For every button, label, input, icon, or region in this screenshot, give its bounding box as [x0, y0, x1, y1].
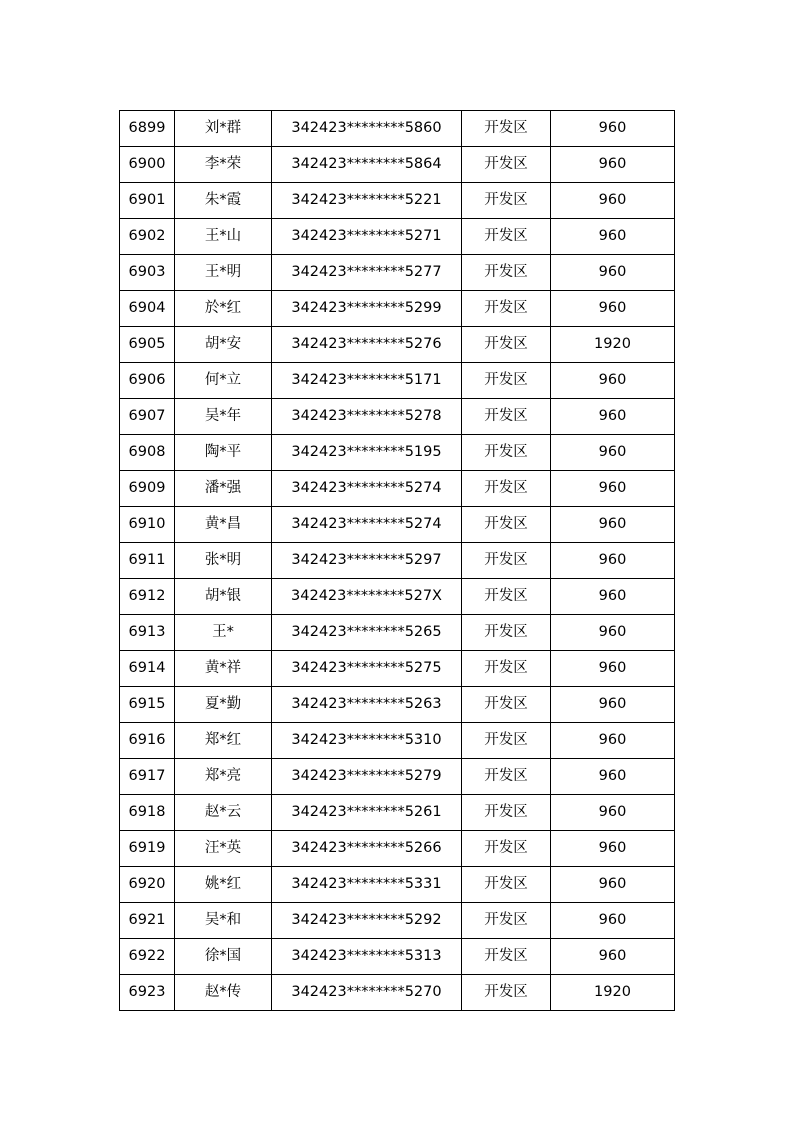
- table-row: [120, 291, 675, 327]
- amount-cell: 960: [551, 399, 675, 435]
- name-cell: 吴*年: [175, 399, 272, 435]
- amount-cell: 960: [551, 471, 675, 507]
- amount-cell: 960: [551, 795, 675, 831]
- area-cell: 开发区: [462, 471, 551, 507]
- table-row: [120, 147, 675, 183]
- sequence-number-cell: 6904: [120, 291, 175, 327]
- area-cell: 开发区: [462, 543, 551, 579]
- name-cell: 刘*群: [175, 111, 272, 147]
- name-cell: 郑*亮: [175, 759, 272, 795]
- sequence-number-cell: 6903: [120, 255, 175, 291]
- sequence-number-cell: 6922: [120, 939, 175, 975]
- area-cell: 开发区: [462, 903, 551, 939]
- record-table: [119, 110, 675, 1011]
- area-cell: 开发区: [462, 507, 551, 543]
- table-row: [120, 219, 675, 255]
- name-cell: 吴*和: [175, 903, 272, 939]
- sequence-number-cell: 6915: [120, 687, 175, 723]
- amount-cell: 960: [551, 147, 675, 183]
- name-cell: 张*明: [175, 543, 272, 579]
- id-number-cell: 342423********5275: [272, 651, 462, 687]
- id-number-cell: 342423********5274: [272, 471, 462, 507]
- area-cell: 开发区: [462, 363, 551, 399]
- area-cell: 开发区: [462, 399, 551, 435]
- sequence-number-cell: 6920: [120, 867, 175, 903]
- area-cell: 开发区: [462, 759, 551, 795]
- name-cell: 王*: [175, 615, 272, 651]
- name-cell: 赵*云: [175, 795, 272, 831]
- amount-cell: 960: [551, 615, 675, 651]
- name-cell: 王*山: [175, 219, 272, 255]
- table-row: [120, 903, 675, 939]
- area-cell: 开发区: [462, 111, 551, 147]
- record-table-body: [120, 111, 675, 1011]
- amount-cell: 960: [551, 255, 675, 291]
- area-cell: 开发区: [462, 435, 551, 471]
- id-number-cell: 342423********5270: [272, 975, 462, 1011]
- sequence-number-cell: 6918: [120, 795, 175, 831]
- table-row: [120, 687, 675, 723]
- id-number-cell: 342423********5221: [272, 183, 462, 219]
- id-number-cell: 342423********5261: [272, 795, 462, 831]
- id-number-cell: 342423********5292: [272, 903, 462, 939]
- amount-cell: 960: [551, 183, 675, 219]
- sequence-number-cell: 6905: [120, 327, 175, 363]
- table-row: [120, 759, 675, 795]
- sequence-number-cell: 6907: [120, 399, 175, 435]
- table-row: [120, 255, 675, 291]
- amount-cell: 1920: [551, 975, 675, 1011]
- table-row: [120, 579, 675, 615]
- id-number-cell: 342423********5274: [272, 507, 462, 543]
- name-cell: 胡*银: [175, 579, 272, 615]
- name-cell: 朱*霞: [175, 183, 272, 219]
- area-cell: 开发区: [462, 795, 551, 831]
- table-row: [120, 111, 675, 147]
- id-number-cell: 342423********527X: [272, 579, 462, 615]
- sequence-number-cell: 6923: [120, 975, 175, 1011]
- name-cell: 徐*国: [175, 939, 272, 975]
- id-number-cell: 342423********5266: [272, 831, 462, 867]
- area-cell: 开发区: [462, 615, 551, 651]
- table-row: [120, 795, 675, 831]
- amount-cell: 960: [551, 507, 675, 543]
- area-cell: 开发区: [462, 147, 551, 183]
- table-row: [120, 327, 675, 363]
- id-number-cell: 342423********5195: [272, 435, 462, 471]
- id-number-cell: 342423********5276: [272, 327, 462, 363]
- id-number-cell: 342423********5263: [272, 687, 462, 723]
- area-cell: 开发区: [462, 651, 551, 687]
- sequence-number-cell: 6906: [120, 363, 175, 399]
- amount-cell: 960: [551, 363, 675, 399]
- id-number-cell: 342423********5279: [272, 759, 462, 795]
- table-row: [120, 543, 675, 579]
- amount-cell: 960: [551, 435, 675, 471]
- amount-cell: 960: [551, 291, 675, 327]
- amount-cell: 960: [551, 651, 675, 687]
- amount-cell: 960: [551, 759, 675, 795]
- amount-cell: 960: [551, 723, 675, 759]
- name-cell: 王*明: [175, 255, 272, 291]
- area-cell: 开发区: [462, 327, 551, 363]
- sequence-number-cell: 6919: [120, 831, 175, 867]
- sequence-number-cell: 6912: [120, 579, 175, 615]
- name-cell: 姚*红: [175, 867, 272, 903]
- sequence-number-cell: 6917: [120, 759, 175, 795]
- name-cell: 潘*强: [175, 471, 272, 507]
- sequence-number-cell: 6910: [120, 507, 175, 543]
- sequence-number-cell: 6908: [120, 435, 175, 471]
- area-cell: 开发区: [462, 219, 551, 255]
- id-number-cell: 342423********5277: [272, 255, 462, 291]
- name-cell: 黄*昌: [175, 507, 272, 543]
- table-row: [120, 939, 675, 975]
- table-row: [120, 183, 675, 219]
- amount-cell: 960: [551, 219, 675, 255]
- name-cell: 於*红: [175, 291, 272, 327]
- name-cell: 胡*安: [175, 327, 272, 363]
- amount-cell: 960: [551, 111, 675, 147]
- id-number-cell: 342423********5271: [272, 219, 462, 255]
- area-cell: 开发区: [462, 255, 551, 291]
- amount-cell: 1920: [551, 327, 675, 363]
- table-row: [120, 831, 675, 867]
- table-row: [120, 399, 675, 435]
- area-cell: 开发区: [462, 975, 551, 1011]
- table-row: [120, 615, 675, 651]
- name-cell: 郑*红: [175, 723, 272, 759]
- amount-cell: 960: [551, 579, 675, 615]
- id-number-cell: 342423********5265: [272, 615, 462, 651]
- area-cell: 开发区: [462, 831, 551, 867]
- table-row: [120, 471, 675, 507]
- table-row: [120, 867, 675, 903]
- id-number-cell: 342423********5864: [272, 147, 462, 183]
- sequence-number-cell: 6913: [120, 615, 175, 651]
- area-cell: 开发区: [462, 183, 551, 219]
- table-row: [120, 507, 675, 543]
- name-cell: 汪*英: [175, 831, 272, 867]
- id-number-cell: 342423********5331: [272, 867, 462, 903]
- id-number-cell: 342423********5860: [272, 111, 462, 147]
- area-cell: 开发区: [462, 939, 551, 975]
- sequence-number-cell: 6916: [120, 723, 175, 759]
- sequence-number-cell: 6901: [120, 183, 175, 219]
- table-row: [120, 435, 675, 471]
- area-cell: 开发区: [462, 687, 551, 723]
- id-number-cell: 342423********5299: [272, 291, 462, 327]
- name-cell: 李*荣: [175, 147, 272, 183]
- table-row: [120, 723, 675, 759]
- name-cell: 夏*勤: [175, 687, 272, 723]
- sequence-number-cell: 6921: [120, 903, 175, 939]
- amount-cell: 960: [551, 831, 675, 867]
- area-cell: 开发区: [462, 723, 551, 759]
- sequence-number-cell: 6914: [120, 651, 175, 687]
- sequence-number-cell: 6900: [120, 147, 175, 183]
- area-cell: 开发区: [462, 291, 551, 327]
- sequence-number-cell: 6909: [120, 471, 175, 507]
- amount-cell: 960: [551, 939, 675, 975]
- area-cell: 开发区: [462, 867, 551, 903]
- name-cell: 陶*平: [175, 435, 272, 471]
- id-number-cell: 342423********5278: [272, 399, 462, 435]
- name-cell: 赵*传: [175, 975, 272, 1011]
- sequence-number-cell: 6899: [120, 111, 175, 147]
- table-row: [120, 363, 675, 399]
- id-number-cell: 342423********5310: [272, 723, 462, 759]
- sequence-number-cell: 6911: [120, 543, 175, 579]
- name-cell: 黄*祥: [175, 651, 272, 687]
- id-number-cell: 342423********5297: [272, 543, 462, 579]
- sequence-number-cell: 6902: [120, 219, 175, 255]
- table-row: [120, 975, 675, 1011]
- amount-cell: 960: [551, 903, 675, 939]
- id-number-cell: 342423********5171: [272, 363, 462, 399]
- table-row: [120, 651, 675, 687]
- id-number-cell: 342423********5313: [272, 939, 462, 975]
- name-cell: 何*立: [175, 363, 272, 399]
- amount-cell: 960: [551, 687, 675, 723]
- amount-cell: 960: [551, 867, 675, 903]
- area-cell: 开发区: [462, 579, 551, 615]
- amount-cell: 960: [551, 543, 675, 579]
